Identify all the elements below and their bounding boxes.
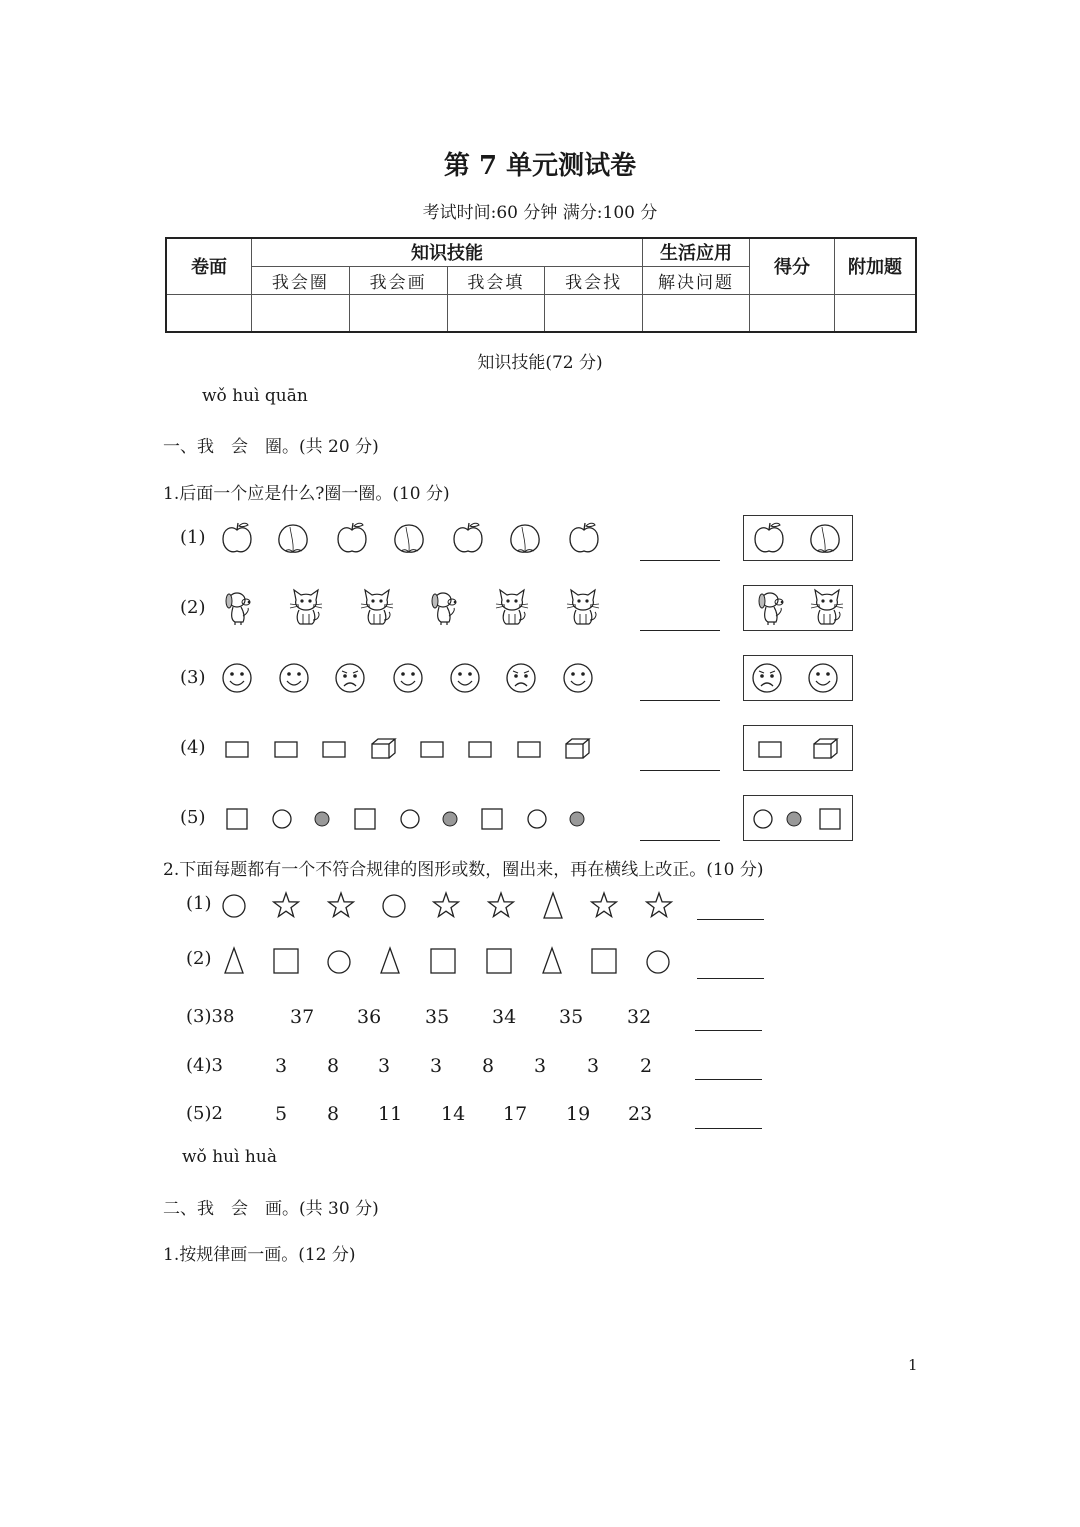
circle-icon [754, 810, 772, 828]
answer-blank[interactable] [695, 1128, 762, 1129]
header-juanmian: 卷面 [166, 238, 252, 294]
square-icon [274, 949, 298, 973]
circle-icon [647, 951, 669, 973]
sad-face-icon [336, 664, 364, 692]
sequence-number[interactable]: 8 [327, 1055, 340, 1077]
pinyin-woquan: wǒ huì quān [202, 386, 308, 406]
star-icon [329, 893, 354, 917]
filled-dot-icon [570, 812, 584, 826]
header-fujia: 附加题 [835, 238, 917, 294]
exam-info: 考试时间:60 分钟 满分:100 分 [422, 203, 658, 223]
sequence-number[interactable]: 35 [559, 1006, 584, 1028]
header-zhishi: 知识技能 [252, 238, 643, 266]
sequence-number[interactable]: 36 [357, 1006, 382, 1028]
sequence-number[interactable]: 5 [275, 1103, 288, 1125]
page-number: 1 [908, 1356, 918, 1374]
cube-icon [814, 739, 837, 758]
section-heading: 知识技能(72 分) [477, 353, 603, 373]
answer-blank[interactable] [697, 978, 764, 979]
smile-face-icon [394, 664, 422, 692]
apple-icon [570, 523, 598, 552]
cat-icon [567, 590, 599, 624]
triangle-icon [543, 948, 561, 973]
sequence-number[interactable]: 3 [378, 1055, 391, 1077]
star-icon [434, 893, 459, 917]
filled-dot-icon [315, 812, 329, 826]
rectangle-icon [275, 742, 297, 757]
peach-icon [511, 525, 539, 552]
sequence-number[interactable]: 8 [327, 1103, 340, 1125]
smile-face-icon [809, 664, 837, 692]
star-icon [274, 893, 299, 917]
header-shenghuo: 生活应用 [643, 238, 750, 266]
header-defen: 得分 [750, 238, 835, 294]
sequence-number[interactable]: 3 [587, 1055, 600, 1077]
smile-face-icon [280, 664, 308, 692]
sad-face-icon [753, 664, 781, 692]
subheader-wohua: 我会画 [349, 266, 447, 294]
q1-prompt: 1.后面一个应是什么?圈一圈。(10 分) [163, 484, 450, 504]
triangle-icon [225, 948, 243, 973]
q2-prompt: 2.下面每题都有一个不符合规律的图形或数，圈出来，再在横线上改正。(10 分) [163, 860, 764, 880]
square-icon [227, 809, 247, 829]
apple-icon [454, 523, 482, 552]
subheader-jiejue: 解决问题 [643, 266, 750, 294]
sequence-number[interactable]: 32 [627, 1006, 652, 1028]
sequence-number[interactable]: 23 [628, 1103, 653, 1125]
sequence-number[interactable]: 8 [482, 1055, 495, 1077]
cat-icon [290, 590, 322, 624]
square-icon [820, 809, 840, 829]
circle-icon [383, 895, 405, 917]
cat-icon [811, 590, 843, 624]
row-label: (1) [180, 527, 206, 548]
rectangle-icon [421, 742, 443, 757]
apple-icon [755, 523, 783, 552]
sequence-number[interactable]: 35 [425, 1006, 450, 1028]
cube-icon [372, 739, 395, 758]
row-label: (2) [186, 948, 212, 969]
sequence-number[interactable]: 19 [566, 1103, 591, 1125]
star-icon [592, 893, 617, 917]
rectangle-icon [518, 742, 540, 757]
rectangle-icon [469, 742, 491, 757]
square-icon [487, 949, 511, 973]
triangle-icon [544, 893, 562, 918]
rectangle-icon [226, 742, 248, 757]
part1-heading: 一、我 会 圈。(共 20 分) [163, 437, 379, 457]
row-label: (4)3 [186, 1055, 223, 1076]
filled-dot-icon [443, 812, 457, 826]
row-label: (5) [180, 807, 206, 828]
pinyin-wohua: wǒ huì huà [182, 1147, 277, 1167]
circle-icon [223, 895, 245, 917]
row-label: (3)38 [186, 1006, 235, 1027]
sad-face-icon [507, 664, 535, 692]
apple-icon [223, 523, 251, 552]
part2-heading: 二、我 会 画。(共 30 分) [163, 1199, 379, 1219]
circle-icon [328, 951, 350, 973]
peach-icon [279, 525, 307, 552]
sequence-number[interactable]: 3 [275, 1055, 288, 1077]
sequence-number[interactable]: 3 [534, 1055, 547, 1077]
triangle-icon [381, 948, 399, 973]
square-icon [355, 809, 375, 829]
subheader-wozhao: 我会找 [545, 266, 643, 294]
rectangle-icon [323, 742, 345, 757]
subheader-wotian: 我会填 [447, 266, 545, 294]
star-icon [489, 893, 514, 917]
peach-icon [395, 525, 423, 552]
smile-face-icon [223, 664, 251, 692]
square-icon [482, 809, 502, 829]
sequence-number[interactable]: 3 [430, 1055, 443, 1077]
sequence-number[interactable]: 11 [378, 1103, 403, 1125]
sequence-number[interactable]: 2 [640, 1055, 653, 1077]
row-label: (1) [186, 893, 212, 914]
subheader-woquan: 我会圈 [252, 266, 350, 294]
answer-blank[interactable] [695, 1079, 762, 1080]
peach-icon [811, 525, 839, 552]
row-label: (2) [180, 597, 206, 618]
dog-icon [759, 593, 783, 625]
dog-icon [226, 593, 250, 625]
rectangle-icon [759, 742, 781, 757]
cat-icon [361, 590, 393, 624]
answer-blank[interactable] [695, 1030, 762, 1031]
smile-face-icon [564, 664, 592, 692]
answer-blank[interactable] [697, 919, 764, 920]
square-icon [592, 949, 616, 973]
row-label: (5)2 [186, 1103, 223, 1124]
smile-face-icon [451, 664, 479, 692]
sequence-number[interactable]: 14 [441, 1103, 466, 1125]
cat-icon [496, 590, 528, 624]
sequence-number[interactable]: 34 [492, 1006, 517, 1028]
dog-icon [432, 593, 456, 625]
cube-icon [566, 739, 589, 758]
star-icon [647, 893, 672, 917]
part2-q1-prompt: 1.按规律画一画。(12 分) [163, 1245, 356, 1265]
apple-icon [338, 523, 366, 552]
square-icon [431, 949, 455, 973]
page-title: 第 7 单元测试卷 [443, 151, 637, 181]
circle-icon [528, 810, 546, 828]
row-label: (3) [180, 667, 206, 688]
filled-dot-icon [787, 812, 801, 826]
row-label: (4) [180, 737, 206, 758]
circle-icon [273, 810, 291, 828]
circle-icon [401, 810, 419, 828]
sequence-number[interactable]: 17 [503, 1103, 528, 1125]
sequence-number[interactable]: 37 [290, 1006, 315, 1028]
